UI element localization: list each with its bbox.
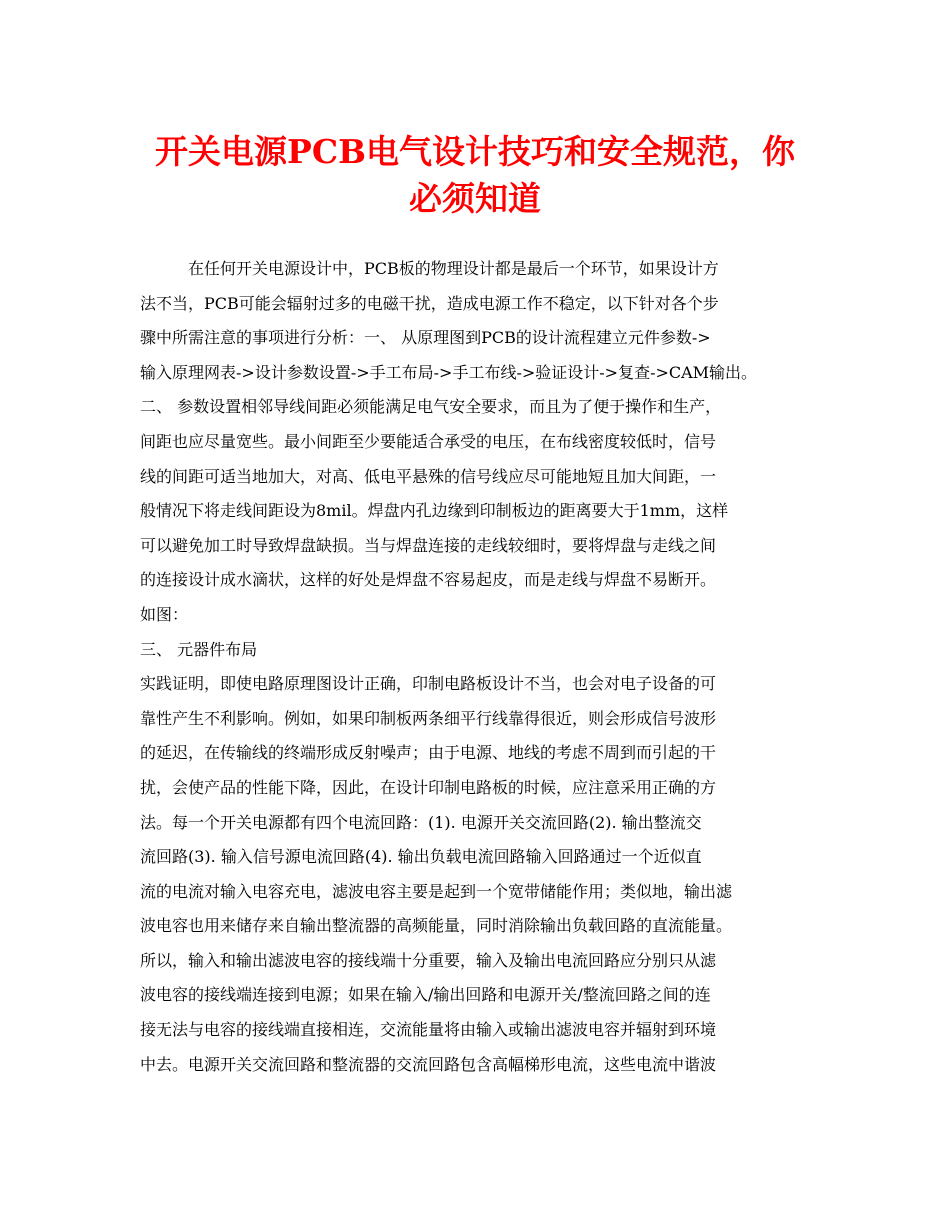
paragraph-line: 如图： — [140, 604, 189, 624]
paragraph-line: 的连接设计成水滴状，这样的好处是焊盘不容易起皮，而是走线与焊盘不易断开。 — [140, 570, 717, 590]
section-heading: 三、 元器件布局 — [140, 639, 258, 659]
paragraph-line: 线的间距可适当地加大，对高、低电平悬殊的信号线应尽可能地短且加大间距，一 — [140, 466, 717, 486]
paragraph-line: 在任何开关电源设计中，PCB板的物理设计都是最后一个环节，如果设计方 — [188, 259, 719, 278]
title-line-2: 必须知道 — [409, 179, 541, 218]
paragraph-line: 流回路(3). 输入信号源电流回路(4). 输出负载电流回路输入回路通过一个近似直 — [140, 847, 702, 867]
title-line-1: 开关电源PCB电气设计技巧和安全规范，你 — [155, 132, 795, 171]
paragraph-line: 可以避免加工时导致焊盘缺损。当与焊盘连接的走线较细时，要将焊盘与走线之间 — [140, 535, 717, 555]
paragraph-line: 二、 参数设置相邻导线间距必须能满足电气安全要求，而且为了便于操作和生产， — [140, 397, 722, 417]
paragraph-line: 实践证明，即使电路原理图设计正确，印制电路板设计不当，也会对电子设备的可 — [140, 674, 717, 694]
paragraph-line: 所以，输入和输出滤波电容的接线端十分重要，输入及输出电流回路应分别只从滤 — [140, 950, 717, 970]
paragraph-line: 的延迟，在传输线的终端形成反射噪声；由于电源、地线的考虑不周到而引起的干 — [140, 743, 717, 763]
paragraph-line: 靠性产生不利影响。例如，如果印制板两条细平行线靠得很近，则会形成信号波形 — [140, 708, 717, 728]
paragraph-line: 流的电流对输入电容充电，滤波电容主要是起到一个宽带储能作用；类似地，输出滤 — [140, 881, 733, 901]
document-title — [130, 128, 820, 222]
document-body — [140, 252, 820, 1082]
paragraph-line: 中去。电源开关交流回路和整流器的交流回路包含高幅梯形电流，这些电流中谐波 — [140, 1054, 717, 1074]
paragraph-line: 法不当，PCB可能会辐射过多的电磁干扰，造成电源工作不稳定，以下针对各个步 — [140, 293, 719, 313]
paragraph-line: 输入原理网表->设计参数设置->手工布局->手工布线->验证设计->复查->CAM输出。 — [140, 362, 758, 382]
paragraph-line: 般情况下将走线间距设为8mil。焊盘内孔边缘到印制板边的距离要大于1mm，这样 — [140, 501, 729, 521]
paragraph-line: 间距也应尽量宽些。最小间距至少要能适合承受的电压，在布线密度较低时，信号 — [140, 431, 717, 451]
paragraph-line: 扰，会使产品的性能下降，因此，在设计印制电路板的时候，应注意采用正确的方 — [140, 777, 717, 797]
paragraph-line: 波电容的接线端连接到电源；如果在输入/输出回路和电源开关/整流回路之间的连 — [140, 985, 711, 1005]
paragraph-line: 接无法与电容的接线端直接相连，交流能量将由输入或输出滤波电容并辐射到环境 — [140, 1020, 717, 1040]
paragraph-line: 波电容也用来储存来自输出整流器的高频能量，同时消除输出负载回路的直流能量。 — [140, 916, 733, 936]
paragraph-line: 骤中所需注意的事项进行分析：一、 从原理图到PCB的设计流程建立元件参数-> — [140, 328, 711, 348]
paragraph-line: 法。每一个开关电源都有四个电流回路：(1). 电源开关交流回路(2). 输出整流交 — [140, 812, 702, 832]
